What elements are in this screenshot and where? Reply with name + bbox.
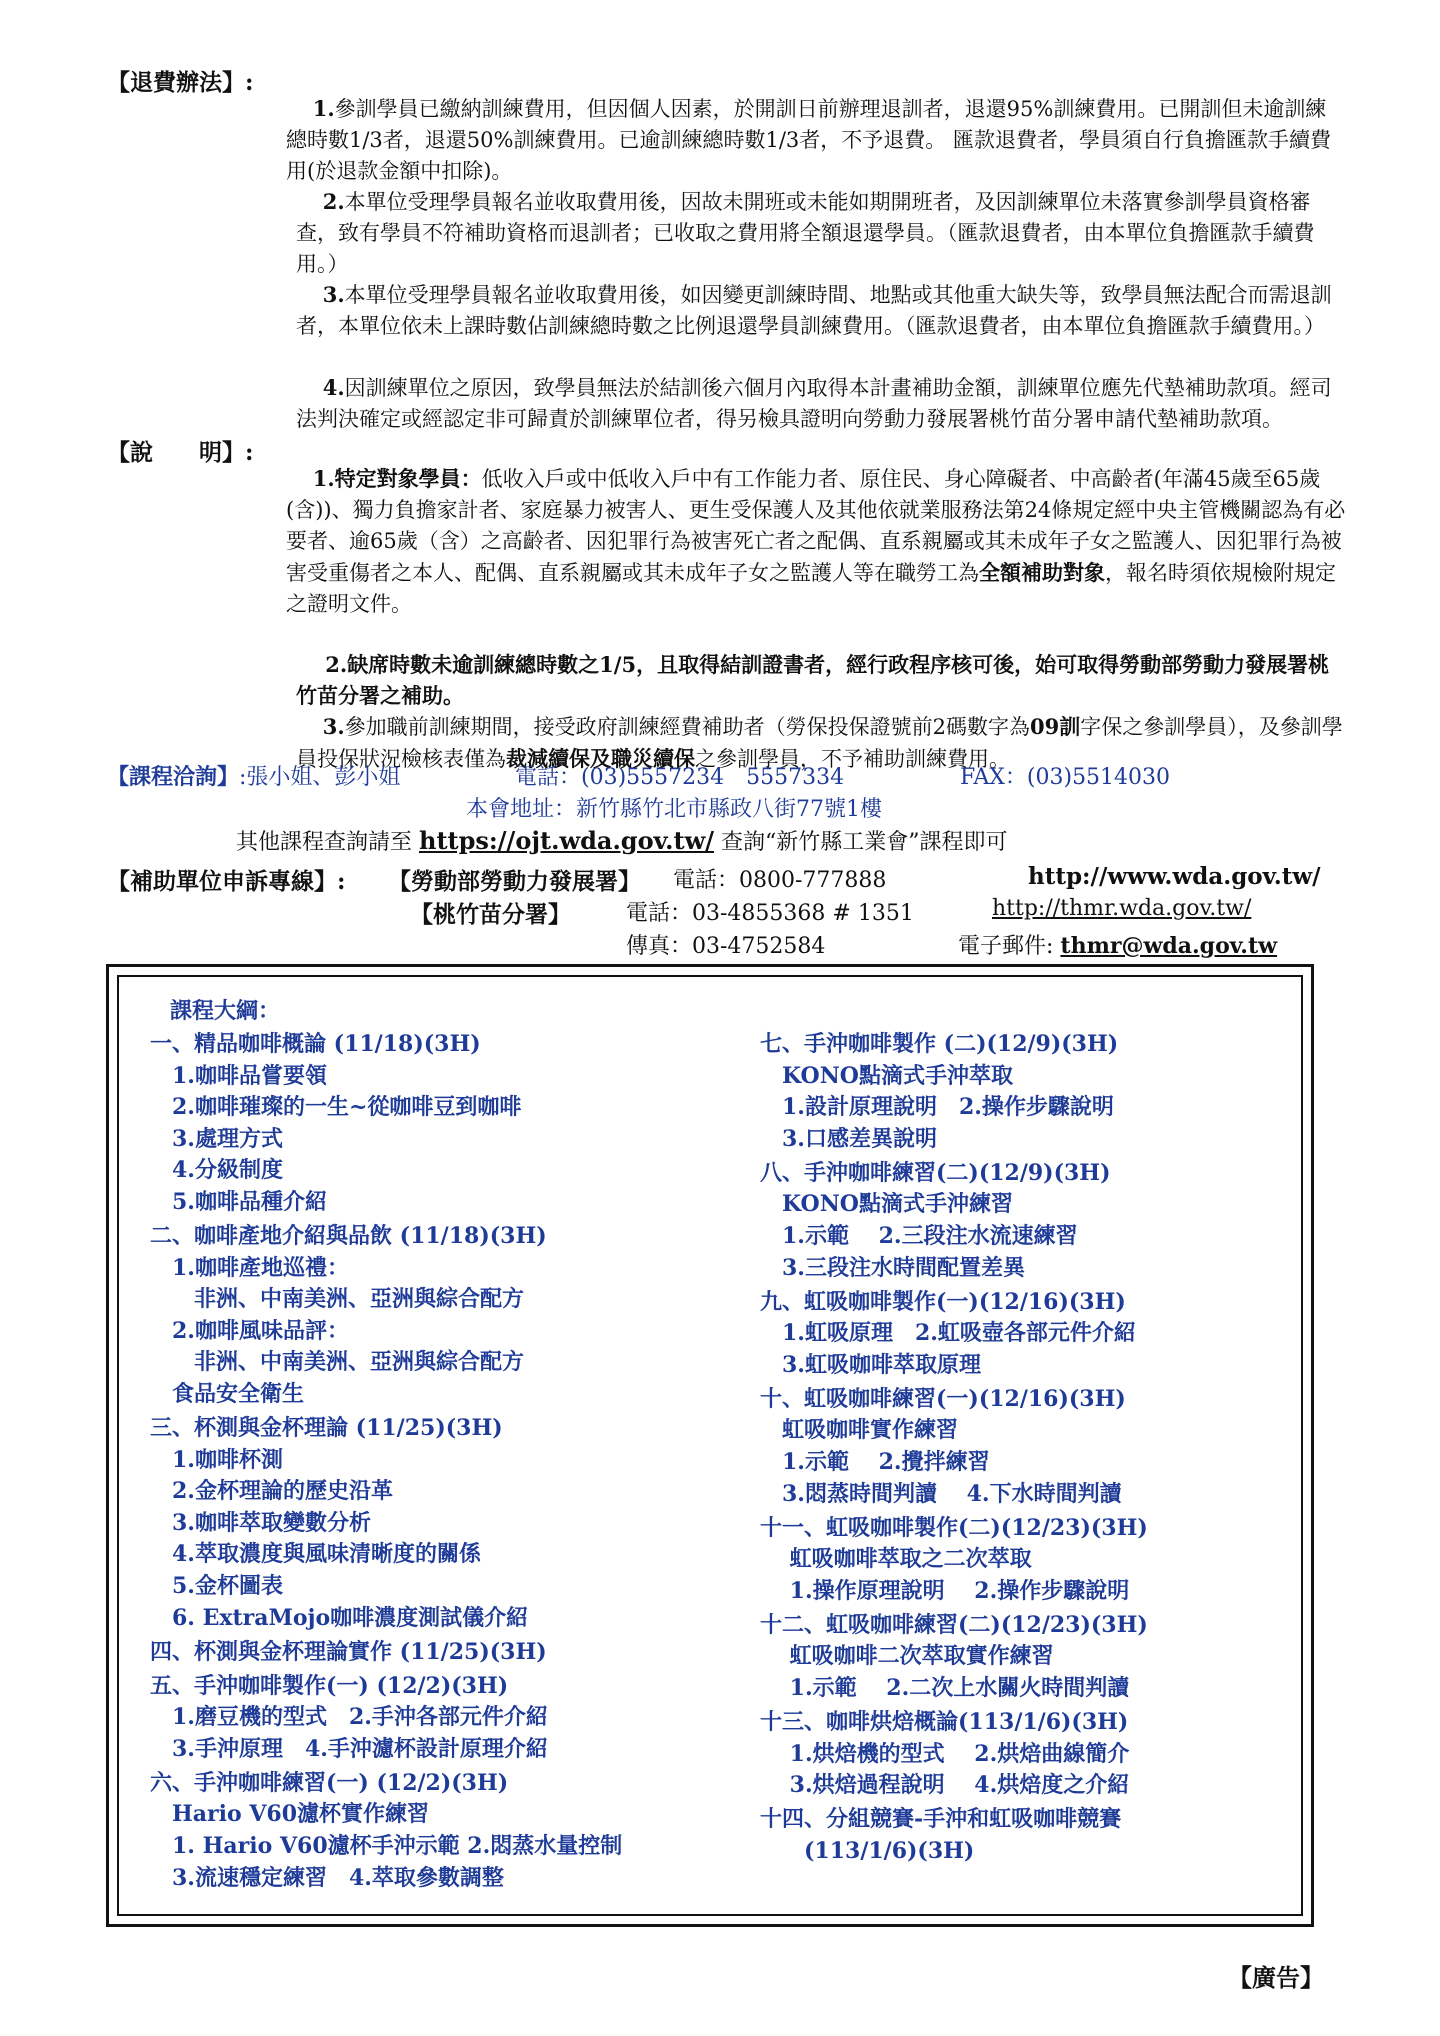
explain-item-2-num: 2. xyxy=(325,652,348,677)
left-outline-line: 4.分級制度 xyxy=(150,1157,283,1184)
complaint-email-line xyxy=(958,929,1277,960)
explain-item-3-num: 3. xyxy=(322,714,345,739)
refund-item-3-text: 本單位受理學員報名並收取費用後，如因變更訓練時間、地點或其他重大缺失等，致學員無法配合而需退訓者，本單位依未上課時數佔訓練總時數之比例退還學員訓練費用。（匯款退費者，由本單位負擔匯款手續費用。） xyxy=(296,283,1332,338)
explain-tag: 【說 明】: xyxy=(107,439,254,466)
left-outline-line: 2.咖啡璀璨的一生~從咖啡豆到咖啡 xyxy=(150,1094,522,1121)
explain-item-1-bold: 全額補助對象 xyxy=(979,560,1105,585)
right-outline-line: 1.操作原理說明 2.操作步驟說明 xyxy=(760,1577,1130,1604)
right-outline-line: KONO點滴式手沖萃取 xyxy=(760,1062,1013,1089)
contact-other-link[interactable]: https://ojt.wda.gov.tw/ xyxy=(419,826,714,855)
right-outline-line: 八、手沖咖啡練習(二)(12/9)(3H) xyxy=(760,1159,1111,1186)
right-outline-line: 虹吸咖啡二次萃取實作練習 xyxy=(760,1643,1054,1670)
explain-item-1-body: 低收入戶或中低收入戶中有工作能力者、原住民、身心障礙者、中高齡者(年滿45歲至65歲(含))、獨力負擔家計者、家庭暴力被害人、更生受保護人及其他依就業服務法第24條規定經中央主管機關認為有必要者、逾65歲（含）之高齡者、因犯罪行為被害死亡者之配偶、直系親屬或其未成年子女之監護人、因犯罪行為被害受重傷者之本人、配偶、直系親屬或其未成年子女之監護人等在職勞工為 xyxy=(286,467,1346,585)
left-outline-line: 食品安全衛生 xyxy=(150,1381,305,1407)
left-outline-line: 四、杯測與金杯理論實作 (11/25)(3H) xyxy=(150,1638,547,1665)
refund-item-4-text: 因訓練單位之原因，致學員無法於結訓後六個月內取得本計畫補助金額，訓練單位應先代墊補助款項。經司法判決確定或經認定非可歸責於訓練單位者，得另檢具證明向勞動力發展署桃竹苗分署申請代墊補助款項。 xyxy=(296,376,1332,431)
refund-item-3-num: 3. xyxy=(322,282,345,307)
right-outline-line: 3.虹吸咖啡萃取原理 xyxy=(760,1351,981,1378)
explain-item-3-bold2: 裁減續保及職災續保 xyxy=(506,746,695,771)
course-outline-title: 課程大綱： xyxy=(170,998,281,1024)
contact-address: 本會地址：新竹縣竹北市縣政八街77號1樓 xyxy=(466,797,882,822)
left-outline-line: 2.咖啡風味品評： xyxy=(150,1317,349,1344)
refund-item-4-num: 4. xyxy=(322,375,345,400)
contact-persons: :張小姐、彭小姐 xyxy=(239,765,401,790)
right-outline-line: 十二、虹吸咖啡練習(二)(12/23)(3H) xyxy=(760,1611,1148,1638)
explain-item-3-mid: 字保之參訓學員），及參訓學員投保狀況檢核表僅為 xyxy=(296,715,1343,771)
left-outline-line: 1.咖啡產地巡禮： xyxy=(150,1254,349,1281)
right-outline-line: 十一、虹吸咖啡製作(二)(12/23)(3H) xyxy=(760,1514,1148,1541)
right-outline-line: 十、虹吸咖啡練習(一)(12/16)(3H) xyxy=(760,1385,1126,1412)
contact-other-post: 查詢“新竹縣工業會”課程即可 xyxy=(721,830,1008,855)
complaint-email-link[interactable]: thmr@wda.gov.tw xyxy=(1060,933,1278,959)
contact-fax: FAX：(03)5514030 xyxy=(960,765,1171,790)
left-outline-line: 1.咖啡品嘗要領 xyxy=(150,1062,327,1089)
complaint-org2: 【桃竹苗分署】 xyxy=(410,901,571,928)
left-outline-line: 非洲、中南美洲、亞洲與綜合配方 xyxy=(150,1349,525,1376)
explain-item-1-num: 1. xyxy=(312,466,335,491)
left-outline-line: 3.咖啡萃取變數分析 xyxy=(150,1509,371,1536)
right-outline-line: 1.烘焙機的型式 2.烘焙曲線簡介 xyxy=(760,1740,1130,1767)
complaint-email-label: 電子郵件: xyxy=(958,934,1054,959)
right-outline-line: 1.虹吸原理 2.虹吸壺各部元件介紹 xyxy=(760,1320,1136,1347)
right-outline-line: 1.設計原理說明 2.操作步驟說明 xyxy=(760,1094,1114,1121)
contact-tag: 【課程洽詢】 xyxy=(107,764,240,790)
complaint-org2-phone: 電話：03-4855368 # 1351 xyxy=(626,901,914,926)
right-outline-line: 七、手沖咖啡製作 (二)(12/9)(3H) xyxy=(760,1031,1119,1057)
advertisement-label: 【廣告】 xyxy=(1228,1963,1324,1992)
right-outline-line: 3.烘焙過程說明 4.烘焙度之介紹 xyxy=(760,1772,1130,1799)
right-outline-line: 虹吸咖啡萃取之二次萃取 xyxy=(760,1546,1032,1573)
left-outline-line: 二、咖啡產地介紹與品飲 (11/18)(3H) xyxy=(150,1223,547,1249)
left-outline-line: 六、手沖咖啡練習(一) (12/2)(3H) xyxy=(150,1769,509,1796)
left-outline-line: 1.磨豆機的型式 2.手沖各部元件介紹 xyxy=(150,1704,548,1731)
right-outline-line: 九、虹吸咖啡製作(一)(12/16)(3H) xyxy=(760,1288,1126,1315)
right-outline-line: 1.示範 2.攪拌練習 xyxy=(760,1449,990,1475)
explain-item-3-pre: 參加職前訓練期間，接受政府訓練經費補助者（勞保投保證號前2碼數字為 xyxy=(344,715,1030,739)
contact-other-pre: 其他課程查詢請至 xyxy=(236,830,413,855)
left-outline-line: 1.咖啡杯測 xyxy=(150,1446,283,1473)
explain-item-3-bold1: 09訓 xyxy=(1030,714,1081,739)
explain-item-2-text: 缺席時數未逾訓練總時數之1/5，且取得結訓證書者，經行政程序核可後，始可取得勞動部勞動力發展署桃竹苗分署之補助。 xyxy=(296,652,1330,708)
right-outline-line: 1.示範 2.二次上水關火時間判讀 xyxy=(760,1675,1130,1701)
contact-line xyxy=(107,760,400,791)
left-outline-line: 3.處理方式 xyxy=(150,1125,283,1152)
left-outline-line: 5.咖啡品種介紹 xyxy=(150,1189,327,1215)
left-outline-line: 6. ExtraMojo咖啡濃度測試儀介紹 xyxy=(150,1604,529,1631)
contact-phone: 電話：(03)5557234 5557334 xyxy=(515,765,845,790)
complaint-fax: 傳真：03-4752584 xyxy=(626,934,826,959)
left-outline-line: 非洲、中南美洲、亞洲與綜合配方 xyxy=(150,1286,525,1313)
contact-other xyxy=(236,825,1008,856)
complaint-org1-link[interactable]: http://www.wda.gov.tw/ xyxy=(1028,863,1321,890)
complaint-org1: 【勞動部勞動力發展署】 xyxy=(388,868,641,895)
refund-item-2-num: 2. xyxy=(322,189,345,214)
right-outline-line: 3.悶蒸時間判讀 4.下水時間判讀 xyxy=(760,1480,1122,1507)
refund-item-2-text: 本單位受理學員報名並收取費用後，因故未開班或未能如期開班者，及因訓練單位未落實參訓學員資格審查，致有學員不符補助資格而退訓者；已收取之費用將全額退還學員。（匯款退費者，由本單位負擔匯款手續費用。） xyxy=(296,190,1315,276)
right-outline-line: (113/1/6)(3H) xyxy=(760,1837,975,1864)
left-outline-line: 2.金杯理論的歷史沿革 xyxy=(150,1478,393,1505)
refund-item-1-num: 1. xyxy=(312,96,335,121)
left-outline-line: 三、杯測與金杯理論 (11/25)(3H) xyxy=(150,1415,503,1441)
right-outline-line: 3.口感差異說明 xyxy=(760,1125,937,1152)
right-outline-line: KONO點滴式手沖練習 xyxy=(760,1191,1013,1218)
left-outline-line: 五、手沖咖啡製作(一) (12/2)(3H) xyxy=(150,1672,509,1699)
left-outline-line: 5.金杯圖表 xyxy=(150,1573,283,1599)
complaint-org1-phone: 電話：0800-777888 xyxy=(673,868,887,893)
left-outline-line: 3.手沖原理 4.手沖濾杯設計原理介紹 xyxy=(150,1735,548,1762)
refund-item-1-text: 參訓學員已繳納訓練費用，但因個人因素，於開訓日前辦理退訓者，退還95%訓練費用。已開訓但未逾訓練總時數1/3者，退還50%訓練費用。已逾訓練總時數1/3者，不予退費。 匯款退費者，學員須自行負擔匯款手續費用(於退款金額中扣除)。 xyxy=(286,97,1331,183)
explain-item-1-lead: 特定對象學員： xyxy=(334,466,482,491)
right-outline-line: 虹吸咖啡實作練習 xyxy=(760,1417,959,1444)
complaint-tag: 【補助單位申訴專線】: xyxy=(107,868,346,895)
right-outline-line: 3.三段注水時間配置差異 xyxy=(760,1254,1025,1281)
refund-tag: 【退費辦法】: xyxy=(107,69,254,96)
explain-item-3-tail: 之參訓學員，不予補助訓練費用。 xyxy=(695,747,1010,771)
left-outline-line: 一、精品咖啡概論 (11/18)(3H) xyxy=(150,1031,481,1057)
left-outline-line: Hario V60濾杯實作練習 xyxy=(150,1801,430,1828)
complaint-org2-link[interactable]: http://thmr.wda.gov.tw/ xyxy=(992,896,1252,921)
right-outline-line: 1.示範 2.三段注水流速練習 xyxy=(760,1223,1078,1249)
right-outline-line: 十四、分組競賽-手沖和虹吸咖啡競賽 xyxy=(760,1806,1122,1833)
right-outline-line: 十三、咖啡烘焙概論(113/1/6)(3H) xyxy=(760,1709,1129,1735)
left-outline-line: 4.萃取濃度與風味清晰度的關係 xyxy=(150,1541,481,1568)
explain-item-1-tail: ，報名時須依規檢附規定之證明文件。 xyxy=(286,561,1336,616)
left-outline-line: 3.流速穩定練習 4.萃取參數調整 xyxy=(150,1864,504,1891)
left-outline-line: 1. Hario V60濾杯手沖示範 2.悶蒸水量控制 xyxy=(150,1833,623,1859)
